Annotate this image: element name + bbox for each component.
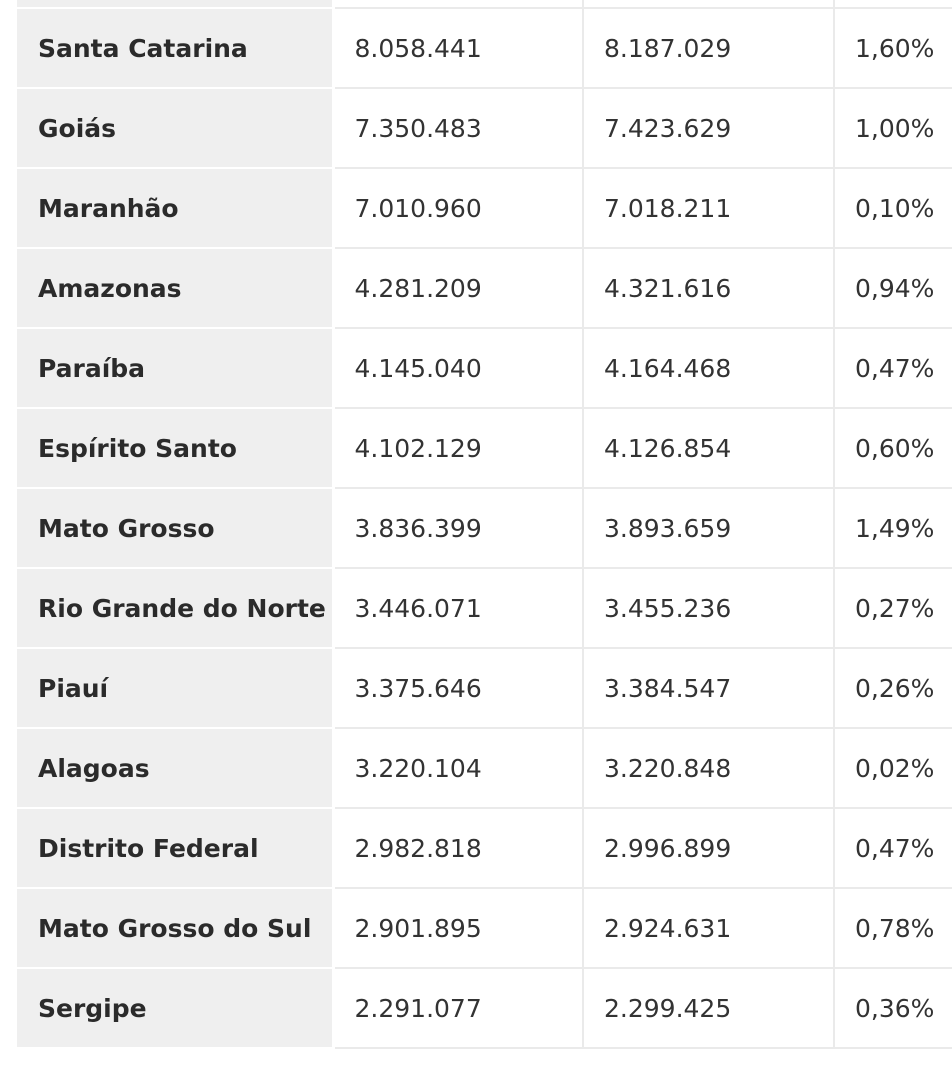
table-row — [17, 0, 952, 8]
population-cell-a: 3.836.399 — [333, 488, 583, 568]
table-row — [17, 808, 952, 888]
population-cell-a: 2.901.895 — [333, 888, 583, 968]
state-cell: Rio Grande do Norte — [17, 568, 333, 648]
population-cell-a: 7.350.483 — [333, 88, 583, 168]
state-cell: Amazonas — [17, 248, 333, 328]
population-cell-a: 7.010.960 — [333, 168, 583, 248]
growth-cell: 0,47% — [834, 328, 952, 408]
growth-cell: 1,60% — [834, 8, 952, 88]
table-row — [17, 488, 952, 568]
population-cell-a: 2.291.077 — [333, 968, 583, 1048]
growth-cell — [834, 0, 952, 8]
growth-cell: 0,26% — [834, 648, 952, 728]
population-cell-a: 3.446.071 — [333, 568, 583, 648]
table-row — [17, 328, 952, 408]
state-cell: Sergipe — [17, 968, 333, 1048]
growth-cell: 0,60% — [834, 408, 952, 488]
population-cell-a: 3.375.646 — [333, 648, 583, 728]
population-cell-b: 4.321.616 — [583, 248, 834, 328]
population-cell-a: 4.102.129 — [333, 408, 583, 488]
population-cell-b: 3.220.848 — [583, 728, 834, 808]
growth-cell: 0,27% — [834, 568, 952, 648]
population-cell-a: 4.145.040 — [333, 328, 583, 408]
growth-cell: 0,47% — [834, 808, 952, 888]
population-cell-b: 7.423.629 — [583, 88, 834, 168]
population-cell-a: 4.281.209 — [333, 248, 583, 328]
growth-cell: 1,00% — [834, 88, 952, 168]
state-cell: Distrito Federal — [17, 808, 333, 888]
population-cell-a: 3.220.104 — [333, 728, 583, 808]
population-cell-b: 8.187.029 — [583, 8, 834, 88]
state-cell: Santa Catarina — [17, 8, 333, 88]
state-cell: Alagoas — [17, 728, 333, 808]
state-cell — [17, 0, 333, 8]
state-cell: Goiás — [17, 88, 333, 168]
population-cell-b: 4.164.468 — [583, 328, 834, 408]
population-cell-a — [333, 0, 583, 8]
state-cell: Piauí — [17, 648, 333, 728]
population-table-container — [17, 0, 952, 1049]
growth-cell: 0,36% — [834, 968, 952, 1048]
table-row — [17, 408, 952, 488]
population-cell-b: 2.996.899 — [583, 808, 834, 888]
growth-cell: 0,02% — [834, 728, 952, 808]
population-cell-a: 8.058.441 — [333, 8, 583, 88]
table-row — [17, 888, 952, 968]
population-cell-b: 2.924.631 — [583, 888, 834, 968]
table-row — [17, 8, 952, 88]
population-table — [17, 0, 952, 1049]
table-row — [17, 168, 952, 248]
population-cell-b: 3.455.236 — [583, 568, 834, 648]
table-row — [17, 648, 952, 728]
population-cell-b: 2.299.425 — [583, 968, 834, 1048]
growth-cell: 0,10% — [834, 168, 952, 248]
state-cell: Mato Grosso do Sul — [17, 888, 333, 968]
table-row — [17, 568, 952, 648]
state-cell: Maranhão — [17, 168, 333, 248]
table-row — [17, 728, 952, 808]
growth-cell: 0,94% — [834, 248, 952, 328]
growth-cell: 0,78% — [834, 888, 952, 968]
growth-cell: 1,49% — [834, 488, 952, 568]
population-cell-b: 7.018.211 — [583, 168, 834, 248]
population-cell-b: 4.126.854 — [583, 408, 834, 488]
state-cell: Paraíba — [17, 328, 333, 408]
state-cell: Espírito Santo — [17, 408, 333, 488]
population-cell-b — [583, 0, 834, 8]
table-row — [17, 968, 952, 1048]
table-row — [17, 248, 952, 328]
population-cell-b: 3.893.659 — [583, 488, 834, 568]
state-cell: Mato Grosso — [17, 488, 333, 568]
table-row — [17, 88, 952, 168]
population-cell-a: 2.982.818 — [333, 808, 583, 888]
population-cell-b: 3.384.547 — [583, 648, 834, 728]
